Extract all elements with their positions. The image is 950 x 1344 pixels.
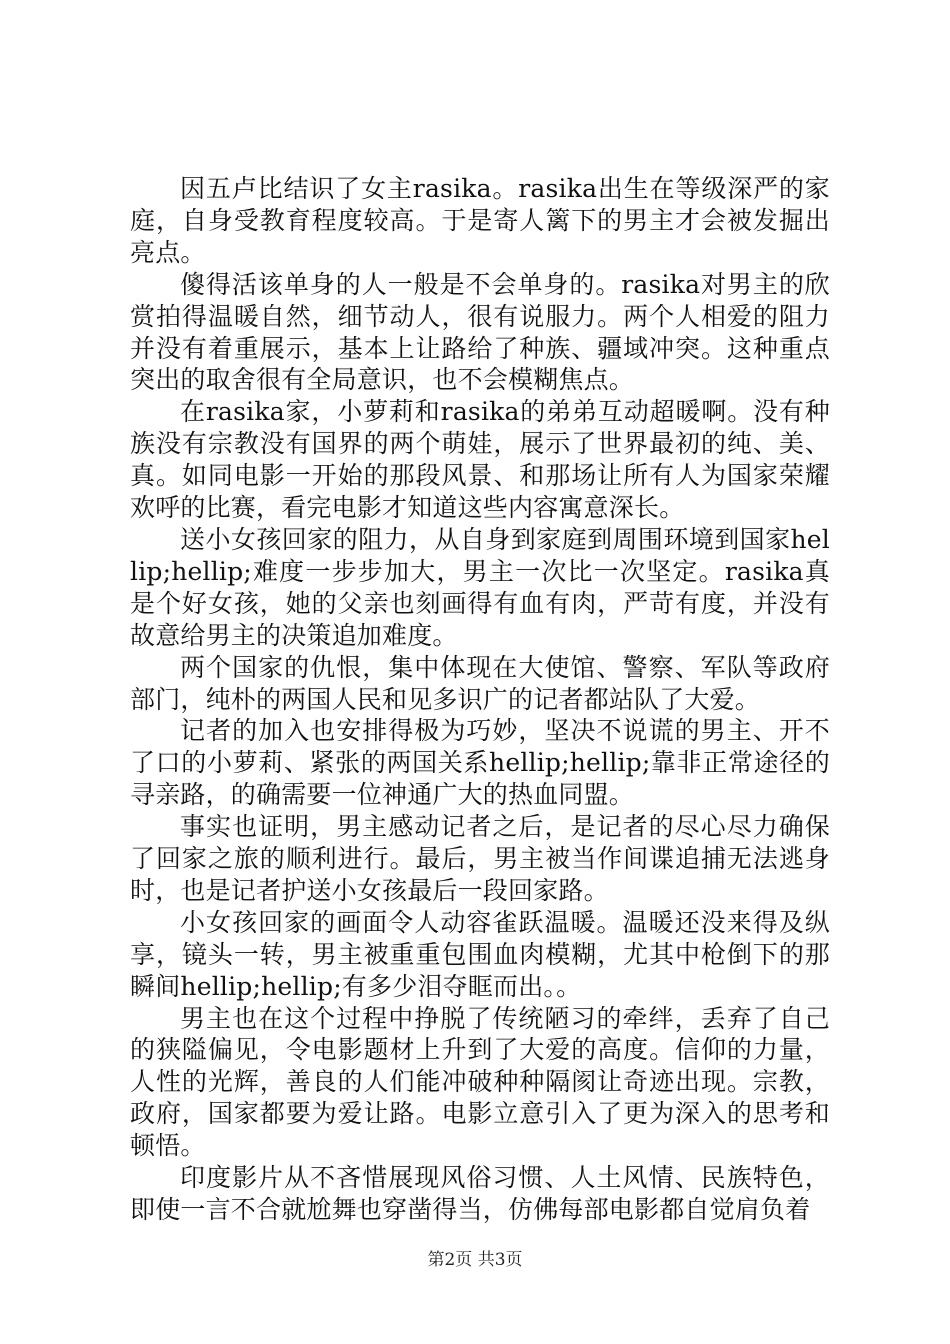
paragraph: 送小女孩回家的阻力，从自身到家庭到周围环境到国家hellip;hellip;难度一步步加大，男主一次比一次坚定。rasika真是个好女孩，她的父亲也刻画得有血有肉，严苛有度，并没有故意给男主的决策追加难度。 [130, 524, 830, 650]
paragraph: 在rasika家，小萝莉和rasika的弟弟互动超暖啊。没有种族没有宗教没有国界的两个萌娃，展示了世界最初的纯、美、真。如同电影一开始的那段风景、和那场让所有人为国家荣耀欢呼的比赛，看完电影才知道这些内容寓意深长。 [130, 397, 830, 523]
paragraph: 傻得活该单身的人一般是不会单身的。rasika对男主的欣赏拍得温暖自然，细节动人，很有说服力。两个人相爱的阻力并没有着重展示，基本上让路给了种族、疆域冲突。这种重点突出的取舍很有全局意识，也不会模糊焦点。 [130, 269, 830, 395]
document-body [130, 173, 830, 1226]
paragraph: 记者的加入也安排得极为巧妙，坚决不说谎的男主、开不了口的小萝莉、紧张的两国关系hellip;hellip;靠非正常途径的寻亲路，的确需要一位神通广大的热血同盟。 [130, 716, 830, 810]
page-footer: 第2页 共3页 [427, 1250, 523, 1270]
paragraph: 两个国家的仇恨，集中体现在大使馆、警察、军队等政府部门，纯朴的两国人民和见多识广的记者都站队了大爱。 [130, 652, 830, 714]
paragraph: 印度影片从不吝惜展现风俗习惯、人土风情、民族特色，即使一言不合就尬舞也穿凿得当，仿佛每部电影都自觉肩负着 [130, 1163, 830, 1224]
paragraph: 因五卢比结识了女主rasika。rasika出生在等级深严的家庭，自身受教育程度较高。于是寄人篱下的男主才会被发掘出亮点。 [130, 174, 830, 267]
paragraph: 小女孩回家的画面令人动容雀跃温暖。温暖还没来得及纵享，镜头一转，男主被重重包围血肉模糊，尤其中枪倒下的那瞬间hellip;hellip;有多少泪夺眶而出。。 [130, 907, 830, 1001]
paragraph: 事实也证明，男主感动记者之后，是记者的尽心尽力确保了回家之旅的顺利进行。最后，男主被当作间谍追捕无法逃身时，也是记者护送小女孩最后一段回家路。 [130, 812, 830, 905]
paragraph: 男主也在这个过程中挣脱了传统陋习的牵绊，丢弃了自己的狭隘偏见，令电影题材上升到了大爱的高度。信仰的力量，人性的光辉，善良的人们能冲破种种隔阂让奇迹出现。宗教，政府，国家都要为爱让路。电影立意引入了更为深入的思考和顿悟。 [130, 1003, 830, 1161]
